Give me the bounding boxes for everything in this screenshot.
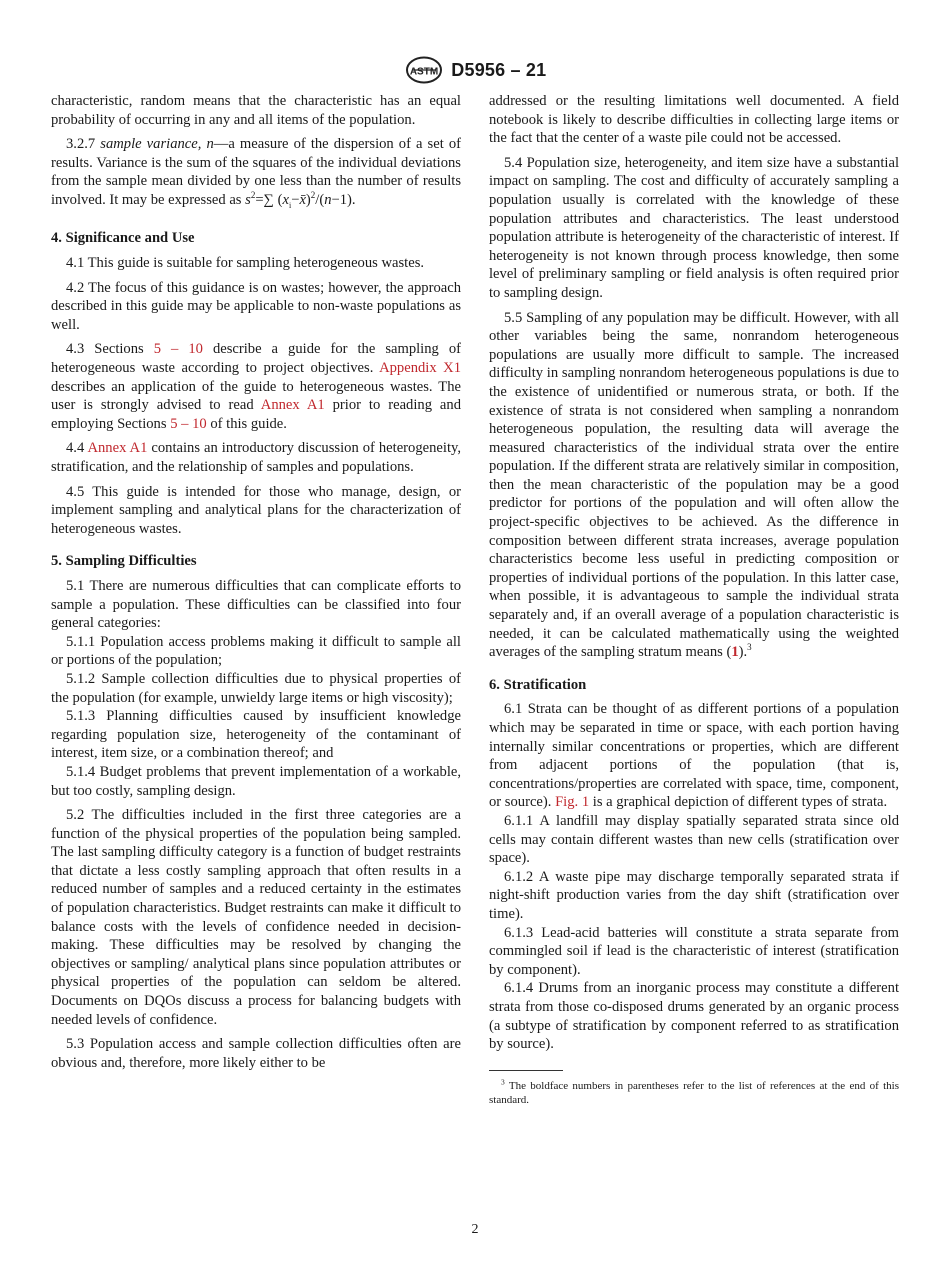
link-appendix-x1[interactable]: Appendix X1 bbox=[379, 360, 461, 377]
paragraph-6-1-4: 6.1.4 Drums from an inorganic process may constitute a different strata from those co-disposed drums generated by an organic process (a subtype of stratification by component referred to as stratification by source). bbox=[489, 980, 899, 1053]
link-annex-a1[interactable]: Annex A1 bbox=[260, 397, 325, 414]
paragraph-5-2: 5.2 The difficulties included in the first three categories are a function of the physical properties of the population being sampled. The last sampling difficulty category is a function of budget restraints that dictate a less costly sampling approach that often results in a reduced number of samples and a reduced certainty in the estimates of population characteristics. Budget restraints can make it difficult to balance costs with the levels of confidence needed in decision-making. These difficulties may be resolved by changing the objectives or sampling/ analytical plans since population attributes or physical properties of the population can seldom be altered. Documents on DQOs discuss a process for balancing budgets with needed levels of confidence. bbox=[51, 807, 461, 1028]
link-reference-1[interactable]: 1 bbox=[731, 644, 739, 661]
section-heading-5: 5. Sampling Difficulties bbox=[51, 553, 197, 570]
section-heading-4: 4. Significance and Use bbox=[51, 230, 195, 247]
paragraph-5-1-2: 5.1.2 Sample collection difficulties due to physical properties of the population (for example, unwieldy large items or high viscosity); bbox=[51, 670, 461, 706]
paragraph-5-4: 5.4 Population size, heterogeneity, and item size have a substantial impact on sampling. The cost and difficulty of accurately sampling a population usually is correlated with the knowledge of these population attributes and characteristics. The least understood population attribute is heterogeneity of the characteristic of interest. If heterogeneity is not known through process knowledge, then some level of preliminary sampling or field analysis is often required prior to sampling design. bbox=[489, 154, 899, 301]
right-column bbox=[489, 92, 899, 1114]
svg-text:ASTM: ASTM bbox=[409, 66, 438, 78]
paragraph-5-5: 5.5 Sampling of any population may be difficult. However, with all other variables being the same, nonrandom heterogeneous populations are usually more difficult to sample. The increased difficulty in sampling nonrandom heterogeneous populations is due to the existence of unidentified or numerous strata, or both. If the existence of strata is not considered when sampling a nonrandom heterogeneous population, the resulting data will average the measured characteristics of the individual strata over the entire population. If the different strata are relatively similar in composition, then the mean characteristic of the population may be a good predictor for portions of the population and will often allow the project-specific objectives to be achieved. As the difference in composition between different strata increases, average population characteristics become less useful in predicting composition or properties of individual portions of the population. In this latter case, when possible, it is advantageous to sample the individual strata separately and, if an overall average of a population characteristic is needed, it can be calculated mathematically using the weighted averages of the sampling stratum means (1).$^3$ bbox=[489, 309, 899, 661]
paragraph-4-2: 4.2 The focus of this guidance is on wastes; however, the approach described in this guide may be applicable to non-waste populations as well. bbox=[51, 279, 461, 333]
paragraph-4-5: 4.5 This guide is intended for those who manage, design, or implement sampling and analytical plans for the characterization of heterogeneous wastes. bbox=[51, 483, 461, 537]
paragraph-5-3-cont: addressed or the resulting limitations well documented. A field notebook is likely to describe difficulties in collecting large items or the fact that the center of a waste pile could not be accessed. bbox=[489, 93, 899, 147]
paragraph-4-1: 4.1 This guide is suitable for sampling heterogeneous wastes. bbox=[66, 255, 425, 272]
paragraph-definition-cont: characteristic, random means that the characteristic has an equal probability of occurring in any and all items of the population. bbox=[51, 93, 461, 128]
paragraph-5-1-1: 5.1.1 Population access problems making it difficult to sample all or portions of the population; bbox=[51, 633, 461, 669]
paragraph-5-1: 5.1 There are numerous difficulties that can complicate efforts to sample a population. These difficulties can be classified into four general categories: bbox=[51, 577, 461, 632]
astm-logo-icon bbox=[404, 56, 444, 84]
footnote-marker-3: 3 bbox=[747, 642, 752, 653]
paragraph-4-4: 4.4 Annex A1 contains an introductory discussion of heterogeneity, stratification, and the relationship of samples and populations. bbox=[51, 440, 461, 475]
variance-formula: $s^2=\sum$ $(x_i-x̄)^2/(n-1)$. bbox=[245, 190, 356, 210]
link-sections-5-10[interactable]: 5 – 10 bbox=[153, 341, 203, 358]
paragraph-6-1-3: 6.1.3 Lead-acid batteries will constitute a strata separate from commingled soil if lead is the characteristic of interest (stratification by component). bbox=[489, 924, 899, 978]
footnote-divider bbox=[489, 1070, 563, 1071]
paragraph-3-2-7: 3.2.7 sample variance, n—a measure of the dispersion of a set of results. Variance is the sum of the squares of the individual deviations from the sample mean divided by one less than the number of results involved. It may be expressed as $s^2=\sum$ $(x_i-x̄)^2/(n-1)$. bbox=[51, 136, 461, 210]
footnote-3: $^3$ The boldface numbers in parentheses refer to the list of references at the end of this standard. bbox=[489, 1077, 899, 1107]
paragraph-6-1: 6.1 Strata can be thought of as different portions of a population which may be separated in time or space, with each portion having internally similar concentrations or properties, which are different from adjacent portions of the population (that is, concentrations/properties are correlated with space, time, component, or source). Fig. 1 is a graphical depiction of different types of strata. bbox=[489, 701, 899, 811]
paragraph-5-3: 5.3 Population access and sample collection difficulties often are obvious and, therefore, more likely either to be bbox=[51, 1036, 461, 1071]
paragraph-5-1-4: 5.1.4 Budget problems that prevent implementation of a workable, but too costly, sampling design. bbox=[51, 763, 461, 799]
page-number: 2 bbox=[471, 1222, 479, 1237]
link-sections-5-10-second[interactable]: 5 – 10 bbox=[170, 415, 207, 432]
standard-designation: D5956 – 21 bbox=[451, 59, 547, 80]
paragraph-6-1-2: 6.1.2 A waste pipe may discharge temporally separated strata if night-shift production varies from the day shift (stratification over time). bbox=[489, 868, 899, 922]
paragraph-5-1-3: 5.1.3 Planning difficulties caused by insufficient knowledge regarding population size, heterogeneity of the contaminant of interest, item size, or a combination thereof; and bbox=[51, 708, 461, 762]
term-sample-variance: sample variance, n bbox=[100, 136, 214, 153]
section-heading-6: 6. Stratification bbox=[489, 676, 587, 693]
paragraph-4-3: 4.3 Sections 5 – 10 describe a guide for the sampling of heterogeneous waste according to project objectives. Appendix X1 describes an application of the guide to heterogeneous wastes. The user is strongly advised to read Annex A1 prior to reading and employing Sections 5 – 10 of this guide. bbox=[51, 341, 462, 432]
left-column bbox=[51, 92, 461, 1078]
link-annex-a1-second[interactable]: Annex A1 bbox=[87, 440, 148, 457]
paragraph-6-1-1: 6.1.1 A landfill may display spatially separated strata since old cells may contain different wastes than new cells (stratification over space). bbox=[489, 812, 899, 867]
link-fig-1[interactable]: Fig. 1 bbox=[555, 794, 590, 811]
page-header bbox=[0, 56, 950, 86]
